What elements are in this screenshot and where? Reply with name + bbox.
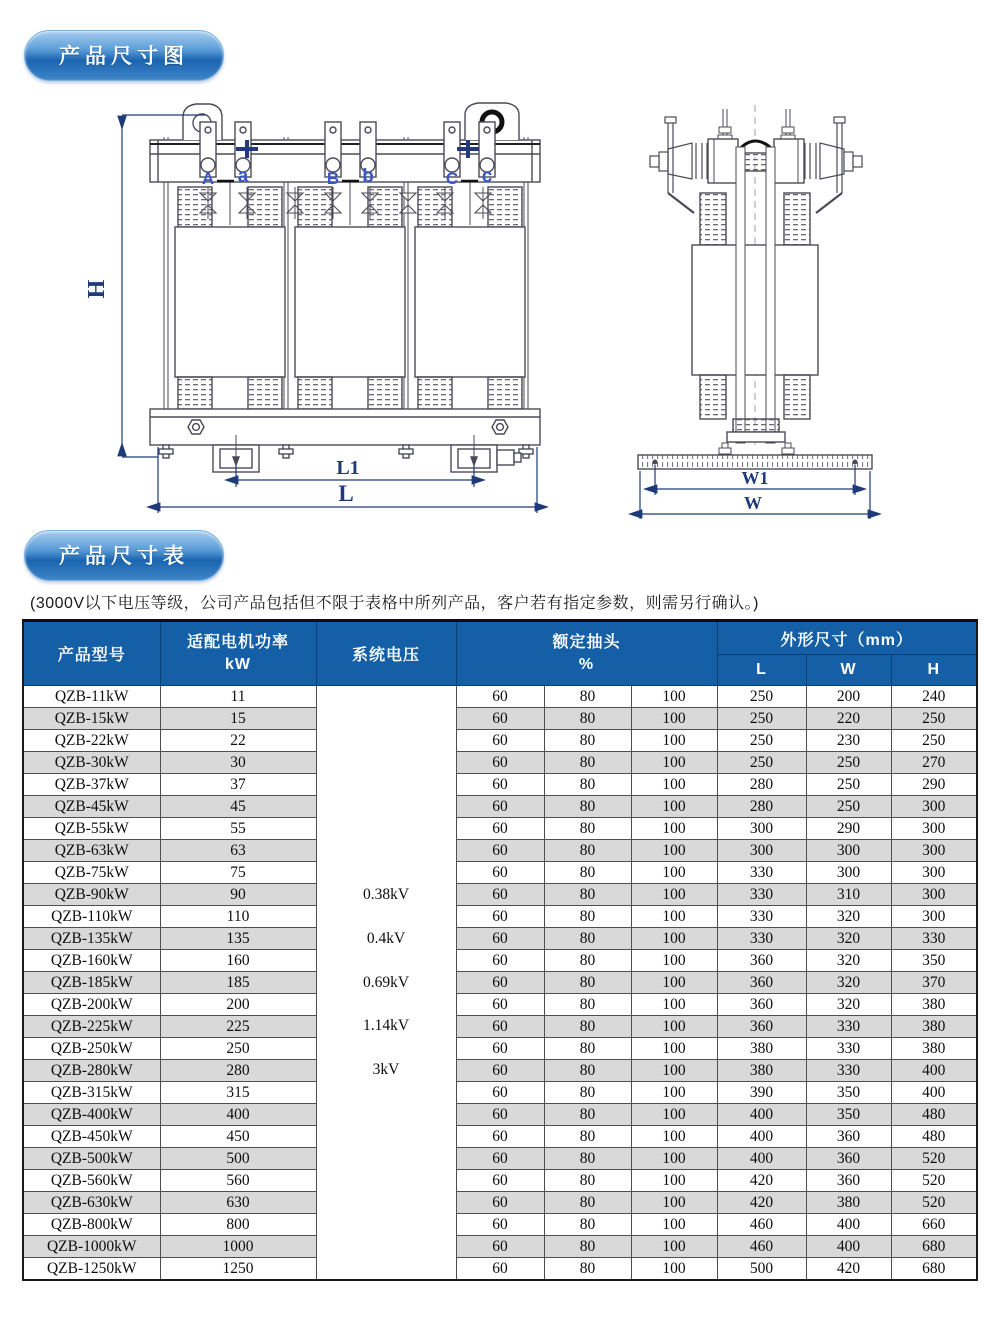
value-cell: 80	[544, 1038, 631, 1060]
value-cell: 520	[891, 1170, 977, 1192]
value-cell: 80	[544, 928, 631, 950]
value-cell: 37	[160, 774, 316, 796]
value-cell: 45	[160, 796, 316, 818]
model-cell: QZB-45kW	[23, 796, 160, 818]
terminal-label-a: a	[237, 166, 249, 187]
value-cell: 360	[717, 972, 806, 994]
model-cell: QZB-135kW	[23, 928, 160, 950]
value-cell: 240	[891, 686, 977, 708]
value-cell: 100	[631, 950, 717, 972]
value-cell: 11	[160, 686, 316, 708]
value-cell: 315	[160, 1082, 316, 1104]
value-cell: 15	[160, 708, 316, 730]
value-cell: 100	[631, 1016, 717, 1038]
value-cell: 60	[456, 928, 544, 950]
value-cell: 300	[717, 840, 806, 862]
value-cell: 80	[544, 884, 631, 906]
value-cell: 330	[891, 928, 977, 950]
value-cell: 270	[891, 752, 977, 774]
value-cell: 320	[806, 928, 891, 950]
model-cell: QZB-11kW	[23, 686, 160, 708]
value-cell: 100	[631, 1192, 717, 1214]
model-cell: QZB-630kW	[23, 1192, 160, 1214]
value-cell: 80	[544, 1192, 631, 1214]
value-cell: 80	[544, 1148, 631, 1170]
value-cell: 400	[717, 1148, 806, 1170]
value-cell: 350	[891, 950, 977, 972]
table-row	[23, 1016, 977, 1038]
value-cell: 300	[717, 818, 806, 840]
value-cell: 1250	[160, 1258, 316, 1281]
value-cell: 450	[160, 1126, 316, 1148]
value-cell: 80	[544, 1104, 631, 1126]
value-cell: 100	[631, 730, 717, 752]
col-header-L: L	[717, 655, 806, 686]
value-cell: 300	[891, 906, 977, 928]
value-cell: 100	[631, 1170, 717, 1192]
value-cell: 60	[456, 1060, 544, 1082]
value-cell: 100	[631, 862, 717, 884]
value-cell: 320	[806, 906, 891, 928]
model-cell: QZB-15kW	[23, 708, 160, 730]
table-badge: 产品尺寸表	[24, 530, 224, 581]
table-row	[23, 1082, 977, 1104]
value-cell: 60	[456, 796, 544, 818]
value-cell: 100	[631, 972, 717, 994]
model-cell: QZB-225kW	[23, 1016, 160, 1038]
value-cell: 800	[160, 1214, 316, 1236]
dim-label-H: H	[84, 279, 110, 299]
value-cell: 63	[160, 840, 316, 862]
table-row	[23, 840, 977, 862]
value-cell: 500	[160, 1148, 316, 1170]
value-cell: 330	[717, 862, 806, 884]
value-cell: 250	[891, 730, 977, 752]
model-cell: QZB-75kW	[23, 862, 160, 884]
value-cell: 135	[160, 928, 316, 950]
model-cell: QZB-280kW	[23, 1060, 160, 1082]
model-cell: QZB-800kW	[23, 1214, 160, 1236]
value-cell: 300	[891, 840, 977, 862]
value-cell: 80	[544, 1082, 631, 1104]
value-cell: 420	[717, 1192, 806, 1214]
value-cell: 60	[456, 1104, 544, 1126]
col-header-model: 产品型号	[23, 621, 160, 686]
table-row	[23, 818, 977, 840]
table-row	[23, 1038, 977, 1060]
model-cell: QZB-250kW	[23, 1038, 160, 1060]
value-cell: 80	[544, 1258, 631, 1281]
table-body	[23, 686, 977, 1281]
col-header-H: H	[891, 655, 977, 686]
table-row	[23, 796, 977, 818]
value-cell: 80	[544, 906, 631, 928]
value-cell: 400	[160, 1104, 316, 1126]
value-cell: 380	[806, 1192, 891, 1214]
value-cell: 80	[544, 1170, 631, 1192]
value-cell: 75	[160, 862, 316, 884]
value-cell: 80	[544, 1236, 631, 1258]
voltage-label: 0.4kV	[366, 929, 406, 947]
table-note: (3000V以下电压等级，公司产品包括但不限于表格中所列产品，客户若有指定参数，则需另行确认。)	[30, 595, 759, 612]
model-cell: QZB-1000kW	[23, 1236, 160, 1258]
value-cell: 290	[891, 774, 977, 796]
value-cell: 460	[717, 1214, 806, 1236]
value-cell: 290	[806, 818, 891, 840]
value-cell: 480	[891, 1126, 977, 1148]
value-cell: 400	[806, 1236, 891, 1258]
value-cell: 80	[544, 686, 631, 708]
table-row	[23, 1170, 977, 1192]
value-cell: 250	[160, 1038, 316, 1060]
value-cell: 60	[456, 840, 544, 862]
value-cell: 80	[544, 972, 631, 994]
col-header-tap-line1: 额定抽头	[552, 633, 621, 651]
value-cell: 60	[456, 1170, 544, 1192]
model-cell: QZB-450kW	[23, 1126, 160, 1148]
value-cell: 370	[891, 972, 977, 994]
value-cell: 100	[631, 1082, 717, 1104]
diagram-badge: 产品尺寸图	[24, 30, 224, 81]
voltage-label: 1.14kV	[362, 1017, 410, 1035]
value-cell: 60	[456, 818, 544, 840]
value-cell: 60	[456, 906, 544, 928]
value-cell: 380	[891, 994, 977, 1016]
model-cell: QZB-55kW	[23, 818, 160, 840]
value-cell: 100	[631, 906, 717, 928]
value-cell: 100	[631, 928, 717, 950]
value-cell: 60	[456, 1082, 544, 1104]
value-cell: 100	[631, 818, 717, 840]
model-cell: QZB-185kW	[23, 972, 160, 994]
value-cell: 360	[717, 1016, 806, 1038]
table-row	[23, 1148, 977, 1170]
value-cell: 80	[544, 796, 631, 818]
value-cell: 80	[544, 774, 631, 796]
value-cell: 80	[544, 752, 631, 774]
table-row	[23, 972, 977, 994]
value-cell: 200	[806, 686, 891, 708]
model-cell: QZB-400kW	[23, 1104, 160, 1126]
value-cell: 630	[160, 1192, 316, 1214]
value-cell: 230	[806, 730, 891, 752]
value-cell: 30	[160, 752, 316, 774]
value-cell: 500	[717, 1258, 806, 1281]
value-cell: 250	[806, 774, 891, 796]
value-cell: 250	[717, 730, 806, 752]
value-cell: 350	[806, 1082, 891, 1104]
insulator-right	[805, 143, 862, 179]
value-cell: 300	[891, 862, 977, 884]
value-cell: 60	[456, 1214, 544, 1236]
value-cell: 390	[717, 1082, 806, 1104]
value-cell: 680	[891, 1258, 977, 1281]
value-cell: 320	[806, 972, 891, 994]
value-cell: 330	[717, 906, 806, 928]
table-row	[23, 774, 977, 796]
terminal-label-b: b	[362, 166, 374, 187]
value-cell: 22	[160, 730, 316, 752]
value-cell: 100	[631, 1214, 717, 1236]
col-header-voltage: 系统电压	[316, 621, 456, 686]
section-dimension-table-header	[0, 522, 1000, 580]
value-cell: 420	[806, 1258, 891, 1281]
value-cell: 185	[160, 972, 316, 994]
model-cell: QZB-30kW	[23, 752, 160, 774]
value-cell: 250	[806, 796, 891, 818]
value-cell: 80	[544, 1060, 631, 1082]
value-cell: 100	[631, 708, 717, 730]
value-cell: 680	[891, 1236, 977, 1258]
value-cell: 60	[456, 774, 544, 796]
value-cell: 100	[631, 752, 717, 774]
table-row	[23, 1060, 977, 1082]
table-row	[23, 950, 977, 972]
voltage-label: 0.69kV	[362, 973, 410, 991]
value-cell: 60	[456, 1148, 544, 1170]
value-cell: 400	[891, 1082, 977, 1104]
value-cell: 60	[456, 708, 544, 730]
model-cell: QZB-37kW	[23, 774, 160, 796]
value-cell: 320	[806, 994, 891, 1016]
value-cell: 360	[717, 994, 806, 1016]
value-cell: 100	[631, 686, 717, 708]
value-cell: 400	[717, 1104, 806, 1126]
value-cell: 80	[544, 950, 631, 972]
value-cell: 300	[806, 862, 891, 884]
dimension-spec-table	[22, 619, 978, 1281]
terminal-label-c: c	[481, 166, 493, 187]
value-cell: 280	[160, 1060, 316, 1082]
value-cell: 250	[717, 708, 806, 730]
model-cell: QZB-63kW	[23, 840, 160, 862]
value-cell: 330	[806, 1060, 891, 1082]
value-cell: 60	[456, 1038, 544, 1060]
col-header-dimensions: 外形尺寸（mm）	[717, 621, 977, 655]
value-cell: 100	[631, 840, 717, 862]
insulator-left	[650, 143, 707, 179]
terminal-label-A: A	[201, 169, 215, 188]
table-row	[23, 994, 977, 1016]
value-cell: 360	[806, 1148, 891, 1170]
value-cell: 225	[160, 1016, 316, 1038]
model-cell: QZB-500kW	[23, 1148, 160, 1170]
value-cell: 300	[891, 796, 977, 818]
value-cell: 100	[631, 884, 717, 906]
voltage-label: 0.38kV	[362, 885, 410, 903]
value-cell: 380	[717, 1060, 806, 1082]
value-cell: 220	[806, 708, 891, 730]
value-cell: 90	[160, 884, 316, 906]
front-view	[150, 103, 540, 472]
table-row	[23, 1126, 977, 1148]
value-cell: 80	[544, 1016, 631, 1038]
model-cell: QZB-90kW	[23, 884, 160, 906]
value-cell: 100	[631, 1104, 717, 1126]
value-cell: 100	[631, 1236, 717, 1258]
value-cell: 460	[717, 1236, 806, 1258]
table-row	[23, 884, 977, 906]
voltage-label: 3kV	[372, 1061, 400, 1079]
value-cell: 60	[456, 1016, 544, 1038]
value-cell: 100	[631, 1060, 717, 1082]
value-cell: 60	[456, 686, 544, 708]
value-cell: 330	[717, 884, 806, 906]
model-cell: QZB-160kW	[23, 950, 160, 972]
value-cell: 80	[544, 818, 631, 840]
col-header-power-line1: 适配电机功率	[186, 633, 289, 651]
value-cell: 660	[891, 1214, 977, 1236]
model-cell: QZB-560kW	[23, 1170, 160, 1192]
value-cell: 400	[891, 1060, 977, 1082]
system-voltage-cell	[316, 686, 456, 1281]
value-cell: 60	[456, 884, 544, 906]
table-row	[23, 752, 977, 774]
value-cell: 330	[806, 1016, 891, 1038]
col-header-W: W	[806, 655, 891, 686]
value-cell: 1000	[160, 1236, 316, 1258]
table-row	[23, 730, 977, 752]
value-cell: 360	[717, 950, 806, 972]
value-cell: 330	[806, 1038, 891, 1060]
table-row	[23, 1236, 977, 1258]
value-cell: 520	[891, 1148, 977, 1170]
terminal-label-C: C	[445, 169, 459, 188]
model-cell: QZB-315kW	[23, 1082, 160, 1104]
table-row	[23, 1214, 977, 1236]
value-cell: 300	[891, 884, 977, 906]
value-cell: 380	[891, 1038, 977, 1060]
col-header-tap-unit: %	[578, 655, 595, 673]
model-cell: QZB-1250kW	[23, 1258, 160, 1281]
value-cell: 80	[544, 1214, 631, 1236]
value-cell: 300	[806, 840, 891, 862]
value-cell: 60	[456, 1258, 544, 1281]
value-cell: 310	[806, 884, 891, 906]
value-cell: 400	[806, 1214, 891, 1236]
value-cell: 60	[456, 972, 544, 994]
value-cell: 300	[891, 818, 977, 840]
value-cell: 360	[806, 1126, 891, 1148]
value-cell: 280	[717, 796, 806, 818]
value-cell: 60	[456, 950, 544, 972]
terminal-label-B: B	[326, 169, 340, 188]
value-cell: 100	[631, 1038, 717, 1060]
col-header-power	[160, 621, 316, 686]
value-cell: 250	[717, 686, 806, 708]
value-cell: 60	[456, 862, 544, 884]
value-cell: 250	[806, 752, 891, 774]
value-cell: 280	[717, 774, 806, 796]
value-cell: 60	[456, 730, 544, 752]
value-cell: 360	[806, 1170, 891, 1192]
value-cell: 100	[631, 796, 717, 818]
value-cell: 60	[456, 1236, 544, 1258]
value-cell: 420	[717, 1170, 806, 1192]
value-cell: 320	[806, 950, 891, 972]
value-cell: 200	[160, 994, 316, 1016]
value-cell: 100	[631, 1148, 717, 1170]
value-cell: 100	[631, 774, 717, 796]
value-cell: 60	[456, 994, 544, 1016]
value-cell: 350	[806, 1104, 891, 1126]
value-cell: 250	[717, 752, 806, 774]
value-cell: 400	[717, 1126, 806, 1148]
value-cell: 80	[544, 994, 631, 1016]
value-cell: 380	[717, 1038, 806, 1060]
product-dimension-drawing	[0, 92, 1000, 522]
model-cell: QZB-110kW	[23, 906, 160, 928]
table-row	[23, 1192, 977, 1214]
dim-label-W: W	[744, 493, 762, 513]
section-dimension-diagram-header	[0, 0, 1000, 78]
value-cell: 80	[544, 730, 631, 752]
value-cell: 55	[160, 818, 316, 840]
value-cell: 100	[631, 1258, 717, 1281]
value-cell: 80	[544, 708, 631, 730]
table-row	[23, 928, 977, 950]
dim-label-L1: L1	[336, 457, 360, 479]
value-cell: 480	[891, 1104, 977, 1126]
col-header-tap	[456, 621, 717, 686]
table-row	[23, 862, 977, 884]
value-cell: 100	[631, 1126, 717, 1148]
value-cell: 100	[631, 994, 717, 1016]
table-row	[23, 708, 977, 730]
value-cell: 250	[891, 708, 977, 730]
model-cell: QZB-200kW	[23, 994, 160, 1016]
table-row	[23, 686, 977, 708]
dim-label-W1: W1	[741, 468, 769, 488]
value-cell: 160	[160, 950, 316, 972]
value-cell: 60	[456, 1126, 544, 1148]
value-cell: 60	[456, 1192, 544, 1214]
model-cell: QZB-22kW	[23, 730, 160, 752]
value-cell: 110	[160, 906, 316, 928]
value-cell: 60	[456, 752, 544, 774]
value-cell: 80	[544, 840, 631, 862]
value-cell: 330	[717, 928, 806, 950]
table-row	[23, 1104, 977, 1126]
table-row	[23, 906, 977, 928]
table-row	[23, 1258, 977, 1281]
value-cell: 560	[160, 1170, 316, 1192]
value-cell: 380	[891, 1016, 977, 1038]
value-cell: 80	[544, 862, 631, 884]
side-view	[638, 105, 872, 469]
value-cell: 520	[891, 1192, 977, 1214]
dim-label-L: L	[338, 481, 354, 506]
col-header-power-unit: kW	[225, 655, 251, 673]
value-cell: 80	[544, 1126, 631, 1148]
